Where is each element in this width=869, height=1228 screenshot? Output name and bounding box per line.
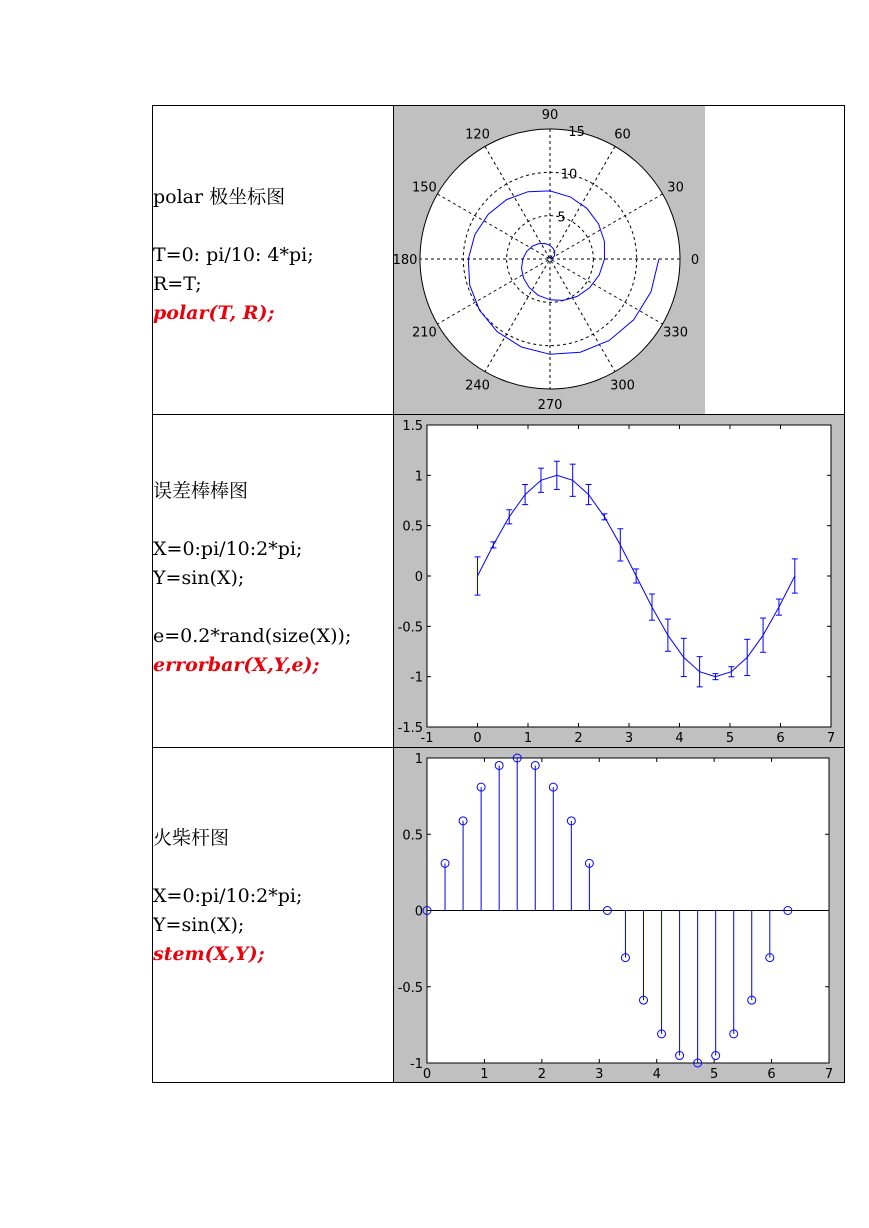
errorbar-ytick-label: 1	[414, 469, 423, 485]
polar-title: polar 极坐标图	[153, 186, 286, 208]
stem-figure	[394, 748, 844, 1082]
polar-angle-label: 90	[541, 108, 559, 123]
stem-xtick-label: 3	[595, 1067, 604, 1082]
polar-chart	[394, 106, 705, 414]
stem-chart	[394, 748, 844, 1082]
table-border-right	[844, 105, 845, 1083]
errorbar-ytick-label: -1	[410, 670, 423, 686]
errorbar-figure	[394, 415, 844, 747]
errorbar-title: 误差棒棒图	[153, 480, 249, 502]
stem-ytick-label: 0	[414, 904, 423, 920]
stem-xtick-label: 1	[480, 1067, 489, 1082]
polar-angle-label: 300	[610, 378, 635, 394]
errorbar-xtick-label: 6	[776, 731, 785, 746]
polar-angle-label: 0	[690, 253, 700, 268]
polar-angle-label: 120	[465, 127, 490, 143]
stem-code-line-1: X=0:pi/10:2*pi;	[153, 885, 303, 907]
polar-radius-label: 5	[557, 210, 566, 226]
stem-xtick-label: 2	[537, 1067, 546, 1082]
stem-xtick-label: 0	[422, 1067, 432, 1082]
errorbar-xtick-label: -1	[420, 731, 434, 746]
stem-ytick-label: 1	[414, 752, 423, 767]
errorbar-xtick-label: 7	[826, 731, 836, 746]
polar-command: polar(T, R);	[153, 302, 275, 324]
errorbar-xtick-label: 4	[675, 731, 684, 746]
errorbar-xtick-label: 1	[523, 731, 533, 746]
polar-angle-label: 330	[663, 325, 688, 341]
errorbar-ytick-label: -0.5	[397, 620, 423, 636]
errorbar-xtick-label: 5	[725, 731, 735, 746]
errorbar-description	[153, 477, 391, 680]
errorbar-axes-box	[427, 425, 831, 727]
stem-title: 火柴杆图	[153, 827, 230, 849]
errorbar-xtick-label: 2	[574, 731, 583, 746]
polar-angle-label: 150	[412, 180, 437, 196]
errorbar-ytick-label: -1.5	[397, 721, 423, 736]
code-examples-table	[152, 105, 845, 1083]
stem-description	[153, 824, 391, 969]
polar-angle-label: 240	[465, 378, 490, 394]
errorbar-xtick-label: 3	[624, 731, 634, 746]
polar-angle-label: 180	[394, 253, 418, 268]
errorbar-command: errorbar(X,Y,e);	[153, 654, 320, 676]
errorbar-code-line-2: Y=sin(X);	[153, 567, 245, 589]
polar-angle-label: 210	[412, 325, 437, 341]
polar-angle-label: 60	[614, 127, 631, 143]
stem-code-line-2: Y=sin(X);	[153, 914, 245, 936]
stem-ytick-label: 0.5	[402, 828, 423, 844]
stem-ytick-label: -1	[410, 1057, 423, 1072]
polar-description	[153, 183, 391, 328]
polar-radius-label: 10	[560, 167, 578, 183]
polar-radius-label: 15	[568, 124, 585, 140]
errorbar-ytick-label: 1.5	[402, 419, 423, 434]
stem-xtick-label: 4	[652, 1067, 661, 1082]
polar-angle-label: 270	[537, 398, 563, 413]
polar-angle-label: 30	[667, 180, 684, 196]
polar-code-line-2: R=T;	[153, 273, 202, 295]
errorbar-ytick-label: 0.5	[402, 519, 423, 535]
errorbar-code-line-1: X=0:pi/10:2*pi;	[153, 538, 303, 560]
errorbar-code-line-4: e=0.2*rand(size(X));	[153, 625, 352, 647]
errorbar-code-line-3	[153, 593, 391, 622]
polar-figure	[394, 106, 705, 414]
errorbar-xtick-label: 0	[473, 731, 482, 746]
stem-command: stem(X,Y);	[153, 943, 265, 965]
stem-xtick-label: 7	[824, 1067, 834, 1082]
errorbar-chart	[394, 415, 844, 747]
stem-ytick-label: -0.5	[397, 980, 423, 996]
polar-code-line-1: T=0: pi/10: 4*pi;	[153, 244, 314, 266]
errorbar-ytick-label: 0	[414, 570, 423, 585]
stem-xtick-label: 6	[767, 1067, 776, 1082]
table-border-bottom	[152, 1082, 845, 1083]
stem-xtick-label: 5	[710, 1067, 719, 1082]
